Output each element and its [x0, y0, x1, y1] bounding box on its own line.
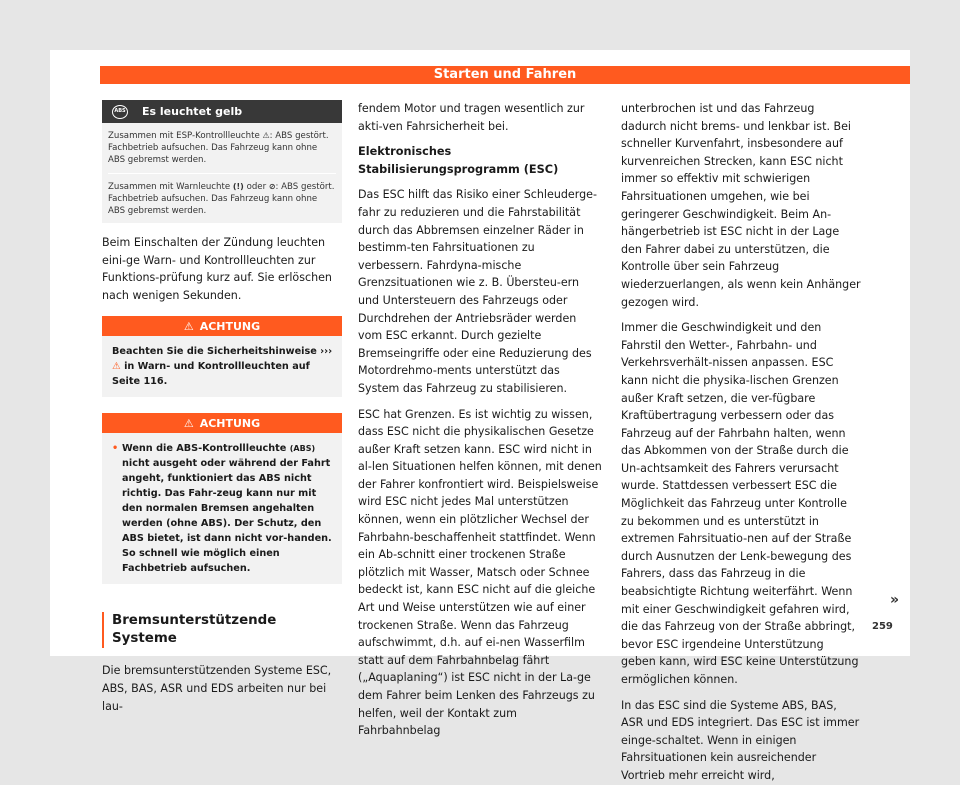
abs-lamp-icon: ABS — [112, 105, 128, 119]
subheading: Elektronisches Stabilisierungsprogramm (ESC) — [358, 145, 559, 176]
warning-box-2 — [102, 413, 342, 584]
warning-header: ⚠ ACHTUNG — [102, 413, 342, 433]
abs-lamp-icon: (ABS) — [289, 444, 316, 454]
paragraph: ESC hat Grenzen. Es ist wichtig zu wissen, dass ESC nicht die physikalischen Gesetze außer Kraft setzen kann. ESC wird nicht in al-len Situationen helfen können, mit denen der Fahrer konfrontiert wird. Beispielsweise wird ESC nicht jedes Mal unterstützen können, wenn ein plötzlicher Wechsel der Fahrbahn-beschaffenheit stattfindet. Wenn ein Ab-schnitt einer trockenen Straße plötzlich mit Wasser, Matsch oder Schnee bedeckt ist, kann ESC nicht auf die gleiche Art und Weise unterstützen wie auf einer trockenen Straße. Wenn das Fahrzeug aufschwimmt, d.h. auf ei-nen Wasserfilm statt auf dem Fahrbahnbelag fährt („Aquaplaning“) ist ESC nicht in der La-ge dem Fahrer beim Lenken des Fahrzeugs zu helfen, weil der Kontakt zum Fahrbahnbelag — [358, 407, 602, 738]
warning-triangle-icon: ⚠ — [183, 416, 194, 430]
intro-paragraph: Beim Einschalten der Zündung leuchten eini-ge Warn- und Kontrollleuchten zur Funktions-prüfung kurz auf. Sie erlöschen nach wenigen Sekunden. — [102, 236, 332, 302]
column-middle — [358, 100, 602, 740]
lamp-row: Zusammen mit Warnleuchte (!) oder ⊘: ABS gestört. Fachbetrieb aufsuchen. Das Fahrzeug kann ohne ABS gebremst werden. — [108, 173, 336, 217]
warning-text: Beachten Sie die Sicherheitshinweise ››› ⚠ in Warn- und Kontrollleuchten auf Seite 116. — [112, 346, 333, 388]
section-title: Bremsunterstützende Systeme — [102, 612, 342, 648]
page-number: 259 — [872, 621, 893, 632]
warning-triangle-icon: ⚠ — [112, 361, 121, 373]
esp-lamp-icon: ⚠ — [262, 131, 270, 140]
brake-warning-icon: (!) — [232, 182, 244, 191]
paragraph: fendem Motor und tragen wesentlich zur akti-ven Fahrsicherheit bei. — [358, 102, 585, 133]
warning-box-1 — [102, 316, 342, 397]
page-content — [50, 50, 910, 782]
paragraph: In das ESC sind die Systeme ABS, BAS, ASR und EDS integriert. Das ESC ist immer einge-schaltet. Wenn in einigen Fahrsituationen kein ausreichender Vortrieb mehr erreicht wird, — [621, 698, 860, 782]
warning-header: ⚠ ACHTUNG — [102, 316, 342, 336]
section-paragraph: Die bremsunterstützenden Systeme ESC, ABS, BAS, ASR und EDS arbeiten nur bei lau- — [102, 664, 332, 713]
chapter-header: Starten und Fahren — [100, 66, 910, 84]
lamp-table — [102, 100, 342, 223]
continue-marker: » — [890, 592, 900, 608]
lamp-table-title: Es leuchtet gelb — [142, 104, 243, 118]
lamp-table-header — [102, 100, 342, 123]
warning-text — [102, 433, 342, 584]
paragraph: Das ESC hilft das Risiko einer Schleuderge-fahr zu reduzieren und die Fahrstabilität durch das Abbremsen einzelner Räder in bestimm-ten Fahrsituationen zu verbessern. Fahrdyna-mische Grenzsituationen wie z. B. Überstеu-ern und Untersteuern des Fahrzeugs oder Durchdrehen der Antriebsräder werden vom ESC erkannt. Durch gezielte Bremseingriffe oder eine Reduzierung des Motordrehmo-ments unterstützt das System das Fahrzeug zu stabilisieren. — [358, 188, 597, 395]
column-right — [621, 100, 861, 785]
paragraph: unterbrochen ist und das Fahrzeug dadurch nicht brems- und lenkbar ist. Bei schneller Kurvenfahrt, insbesondere auf kurvenreichen Strecken, kann ESC nicht immer so effektiv mit schwierigen Fahrsituationen umgehen, wie bei geringerer Geschwindigkeit. Beim An-hängerbetrieb ist ESC nicht in der Lage den Fahrer dabei zu unterstützen, die Kontrolle über sein Fahrzeug wiederzuerlangen, als wenn kein Anhänger gezogen wird. — [621, 102, 861, 309]
brake-fault-icon: ⊘ — [268, 182, 276, 191]
warning-bullet: • Wenn die ABS-Kontrollleuchte (ABS) nicht ausgeht oder während der Fahrt angeht, funktioniert das ABS nicht richtig. Das Fahr-zeug kann nur mit den normalen Bremsen angehalten werden (ohne ABS). Der Schutz, den ABS bietet, ist dann nicht vor-handen. So schnell wie möglich einen Fachbetrieb aufsuchen. — [122, 441, 334, 576]
lamp-row: Zusammen mit ESP-Kontrollleuchte ⚠: ABS gestört. Fachbetrieb aufsuchen. Das Fahrzeug kann ohne ABS gebremst werden. — [108, 131, 329, 165]
lamp-table-body — [102, 123, 342, 223]
column-left — [102, 100, 342, 715]
warning-triangle-icon: ⚠ — [183, 319, 194, 333]
paragraph: Immer die Geschwindigkeit und den Fahrstil den Wetter-, Fahrbahn- und Verkehrsverhält-nissen anpassen. ESC kann nicht die physika-lischen Grenzen außer Kraft setzen, die ver-fügbare Kraftübertragung verbessern oder das Fahrzeug auf der Fahrbahn halten, wenn das Abkommen von der Straße durch die Un-achtsamkeit des Fahrers verursacht wurde. Stattdessen verbessert ESC die Möglichkeit das Fahrzeug unter Kontrolle zu bekommen und es unterstützt in extremen Fahrsituatio-nen auf der Straße durch Ausnutzen der Lenk-bewegung des Fahrers, dass das Fahrzeug in die beabsichtigte Richtung weiterfährt. Wenn mit einer Geschwindigkeit gefahren wird, die das Fahrzeug von der Straße abbringt, bevor ESC irgendeine Unterstützung geben kann, wird ESC keine Unterstützung ermöglichen können. — [621, 321, 859, 686]
